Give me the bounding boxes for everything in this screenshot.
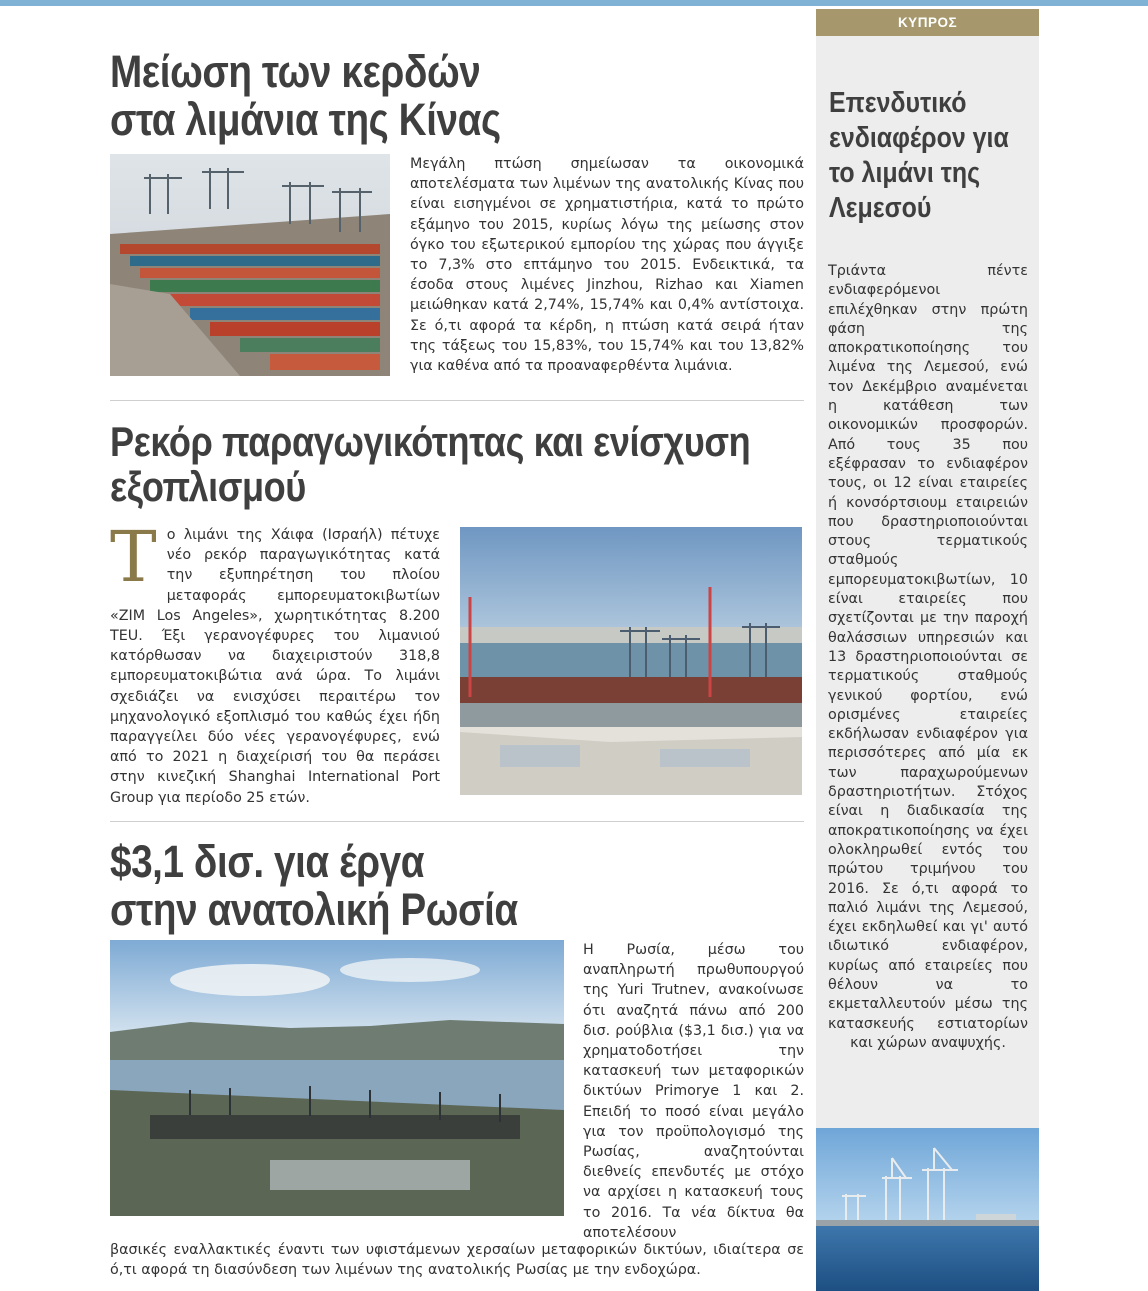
article2-dropcap: Τ — [110, 516, 157, 598]
limassol-port-photo — [816, 1128, 1039, 1291]
article2-headline-line1: Ρεκόρ παραγωγικότητας και ενίσχυση — [110, 418, 751, 465]
article3-body-column: Η Ρωσία, μέσω του αναπληρωτή πρωθυπουργού της Yuri Trutnev, ανακοίνωσε ότι αναζητά πάνω από 200 δισ. ρούβλια ($3,1 δισ.) για να χρηματοδοτήσει την κατασκευή των μεταφορικών δικτύων Primorye 1 και 2. Επειδή το ποσό είναι μεγάλο για τον προϋπολογισμό της Ρωσίας, αναζητούνται διεθνείς επενδυτές με στόχο να αρχίσει η κατασκευή τους το 2016. Τα νέα δίκτυα θα αποτελέσουν — [583, 942, 804, 1241]
sidebar-headline: Επενδυτικό ενδιαφέρον για το λιμάνι της Λεμεσού — [829, 87, 1009, 224]
top-accent-bar — [0, 0, 1148, 6]
article2-body-block — [110, 516, 440, 808]
divider-1 — [110, 400, 804, 401]
divider-2 — [110, 821, 804, 822]
article1-headline — [110, 48, 557, 144]
russia-port-photo — [110, 940, 564, 1216]
article3-headline — [110, 838, 557, 934]
article1-headline-line1: Μείωση των κερδών — [110, 46, 481, 97]
article2-headline — [110, 420, 781, 510]
article2-body: ο λιμάνι της Χάιφα (Ισραήλ) πέτυχε νέο ρεκόρ παραγωγικότητας κατά την εξυπηρέτηση του πλοίου μεταφοράς εμπορευματοκιβωτίων «ZIM Los Angeles», χωρητικότητας 8.200 TEU. Έξι γερανογέφυρες του λιμανιού κατόρθωσαν να διαχειριστούν 318,8 εμπορευματοκιβώτια ανά ώρα. Το λιμάνι σχεδιάζει να ενισχύσει περαιτέρω τον μηχανολογικό εξοπλισμό του καθώς έχει ήδη παραγγείλει δύο νέες γερανογέφυρες, ενώ από το 2021 η διαχείρισή του θα περάσει στην κινεζική Shanghai International Port Group για περίοδο 25 ετών. — [110, 527, 440, 806]
article1-body: Μεγάλη πτώση σημείωσαν τα οικονομικά αποτελέσματα των λιμένων της ανατολικής Κίνας που είναι εισηγμένοι σε χρηματιστήρια, κατά το πρώτο εξάμηνο του 2015, κυρίως λόγω της μείωσης στον όγκο του εξωτερικού εμπορίου της χώρας που άγγιξε το 7,3% στο επτάμηνο του 2015. Ενδεικτικά, τα έσοδα στους λιμένες Jinzhou, Rizhao και Xiamen μειώθηκαν κατά 2,74%, 15,74% και 0,4% αντίστοιχα. Σε ό,τι αφορά τα κέρδη, η πτώση κατά σειρά ήταν της τάξεως του 15,83%, του 15,74% και του 13,82% για καθένα από τα προαναφερθέντα λιμάνια. — [410, 156, 804, 375]
haifa-port-photo — [460, 527, 802, 795]
china-port-photo — [110, 154, 390, 376]
article2-headline-line2: εξοπλισμού — [110, 462, 306, 510]
article3-headline-line1: $3,1 δισ. για έργα — [110, 836, 425, 887]
sidebar-body: Τριάντα πέντε ενδιαφερόμενοι επιλέχθηκαν στην πρώτη φάση της αποκρατικοποίησης του λιμένα της Λεμεσού, ενώ τον Δεκέμβριο αναμένεται η κατάθεση των οικονομικών προσφορών. Από τους 35 που εξέφρασαν το ενδιαφέρον τους, οι 12 είναι εταιρείες ή κονσόρτσιουμ εταιρειών που δραστηριοποιούνται στους τερματικούς σταθμούς εμπορευματοκιβωτίων, 10 είναι εταιρείες που σχετίζονται με την παροχή θαλάσσιων υπηρεσιών και 13 δραστηριοποιούνται σε τερματικούς σταθμούς γενικού φορτίου, ενώ ορισμένες εταιρείες εκδήλωσαν ενδιαφέρον για περισσότερες από μία εκ των παραχωρούμενων δραστηριοτήτων. Στόχος είναι η διαδικασία της αποκρατικοποίησης να έχει ολοκληρωθεί εντός του πρώτου τριμήνου του 2016. Σε ό,τι αφορά το παλιό λιμάνι της Λεμεσού, έχει εκδηλωθεί και γι' αυτό ιδιωτικό ενδιαφέρον, κυρίως από εταιρείες που θέλουν να το εκμεταλλευτούν μέσω της κατασκευής εστιατορίων και χώρων αναψυχής. — [828, 263, 1028, 1051]
article3-body-full: βασικές εναλλακτικές έναντι των υφιστάμενων χερσαίων μεταφορικών δικτύων, ιδιαίτερα σε ό,τι αφορά τη διασύνδεση των λιμένων της ανατολικής Ρωσίας με την ενδοχώρα. — [110, 1242, 804, 1279]
article3-headline-line2: στην ανατολική Ρωσία — [110, 884, 518, 936]
article1-headline-line2: στα λιμάνια της Κίνας — [110, 94, 501, 146]
section-label: ΚΥΠΡΟΣ — [816, 9, 1039, 36]
